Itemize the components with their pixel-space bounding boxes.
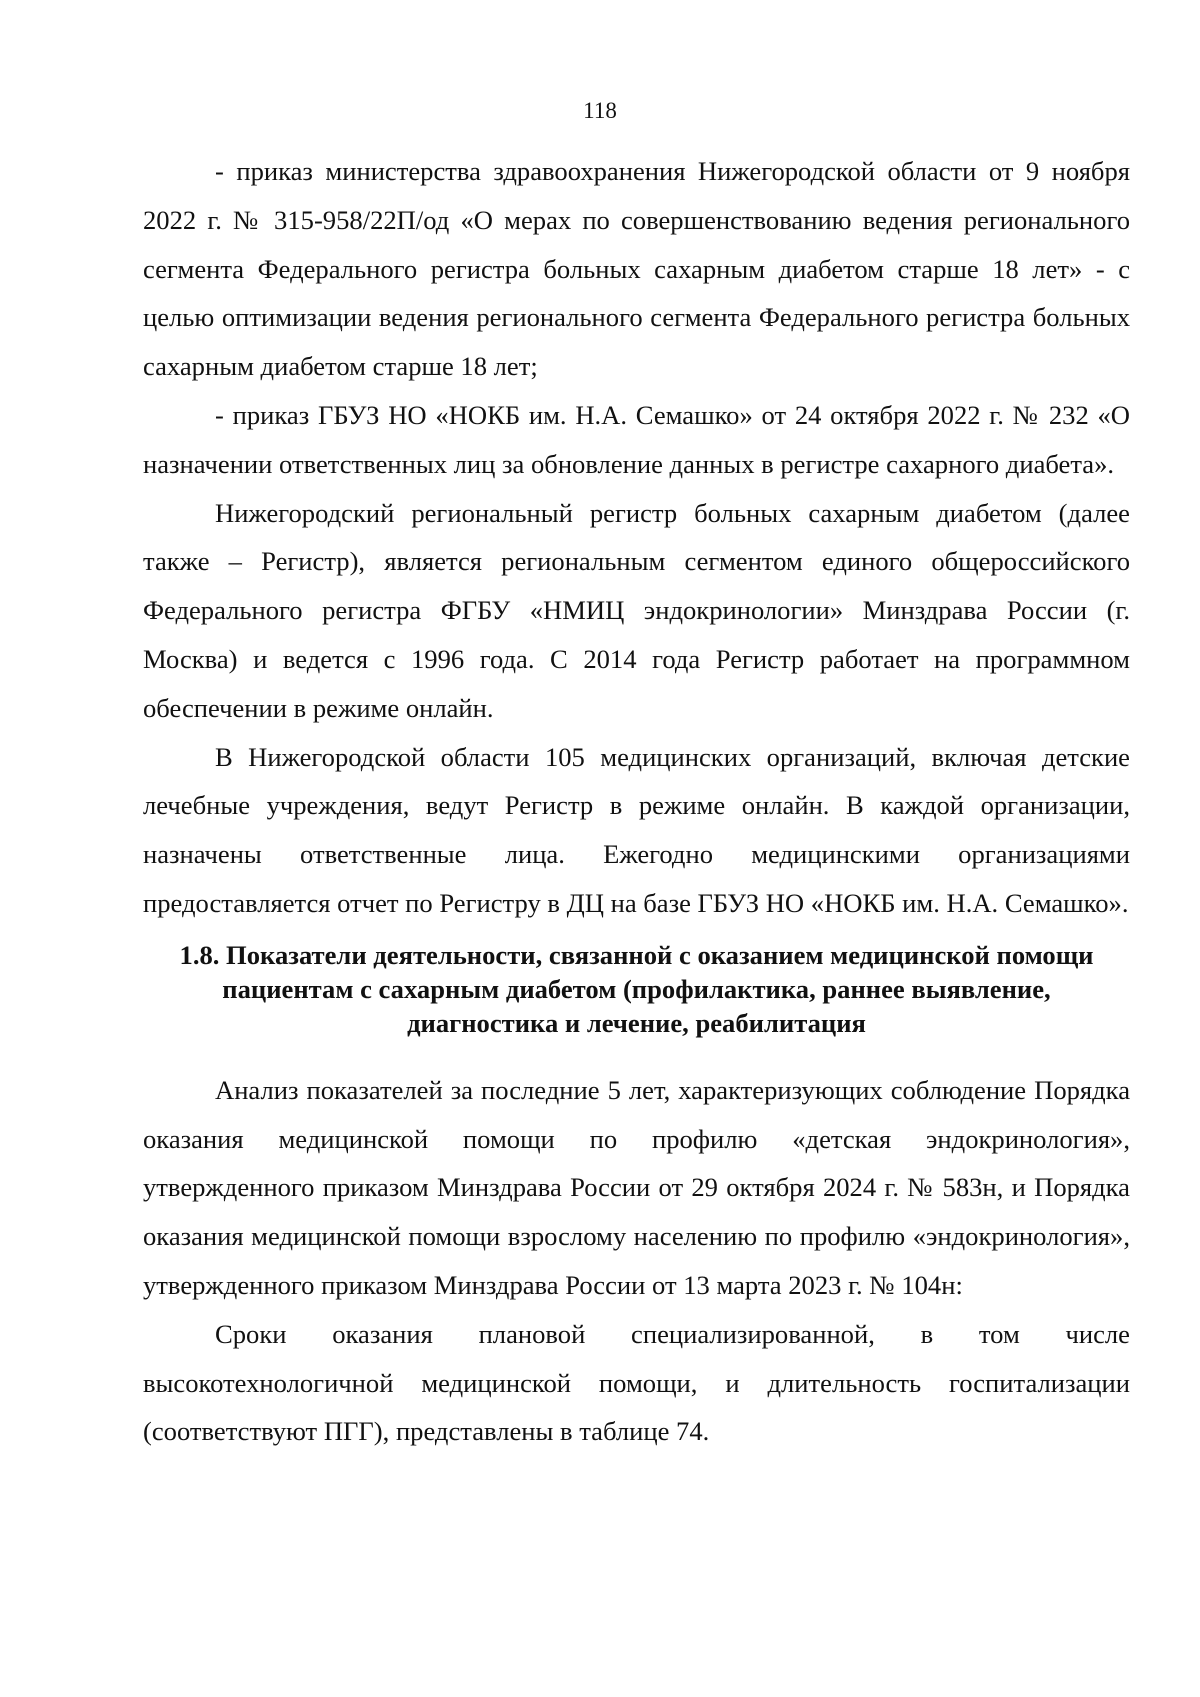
section-heading-line-3: диагностика и лечение, реабилитация	[407, 1007, 866, 1038]
section-heading	[143, 938, 1130, 1040]
paragraph-registry-organizations: В Нижегородской области 105 медицинских организаций, включая детские лечебные учреждения, ведут Регистр в режиме онлайн. В каждой организации, назначены ответственные лица. Ежегодно медицинскими организациями предоставляется отчет по Регистру в ДЦ на базе ГБУЗ НО «НОКБ им. Н.А. Семашко».	[143, 741, 1130, 918]
section-heading-line-1: 1.8. Показатели деятельности, связанной с оказанием медицинской помощи	[179, 939, 1094, 970]
paragraph-terms: Сроки оказания плановой специализированной, в том числе высокотехнологичной медицинской помощи, и длительность госпитализации (соответствуют ПГГ), представлены в таблице 74.	[143, 1318, 1130, 1447]
section-heading-line-2: пациентам с сахарным диабетом (профилактика, раннее выявление,	[222, 973, 1051, 1004]
paragraph-order-ministry: - приказ министерства здравоохранения Нижегородской области от 9 ноября 2022 г. № 315-958/22П/од «О мерах по совершенствованию ведения регионального сегмента Федерального регистра больных сахарным диабетом старше 18 лет» - с целью оптимизации ведения регионального сегмента Федерального регистра больных сахарным диабетом старше 18 лет;	[143, 156, 1130, 382]
document-body	[143, 147, 1130, 1456]
paragraph-analysis: Анализ показателей за последние 5 лет, характеризующих соблюдение Порядка оказания медицинской помощи по профилю «детская эндокринология», утвержденного приказом Минздрава России от 29 октября 2024 г. № 583н, и Порядка оказания медицинской помощи взрослому населению по профилю «эндокринология», утвержденного приказом Минздрава России от 13 марта 2023 г. № 104н:	[143, 1074, 1130, 1300]
paragraph-registry-description: Нижегородский региональный регистр больных сахарным диабетом (далее также – Регистр), является региональным сегментом единого общероссийского Федерального регистра ФГБУ «НМИЦ эндокринологии» Минздрава России (г. Москва) и ведется с 1996 года. С 2014 года Регистр работает на программном обеспечении в режиме онлайн.	[143, 497, 1130, 723]
page-number: 118	[583, 98, 617, 123]
paragraph-order-hospital: - приказ ГБУЗ НО «НОКБ им. Н.А. Семашко» от 24 октября 2022 г. № 232 «О назначении ответственных лиц за обновление данных в регистре сахарного диабета».	[143, 399, 1130, 479]
